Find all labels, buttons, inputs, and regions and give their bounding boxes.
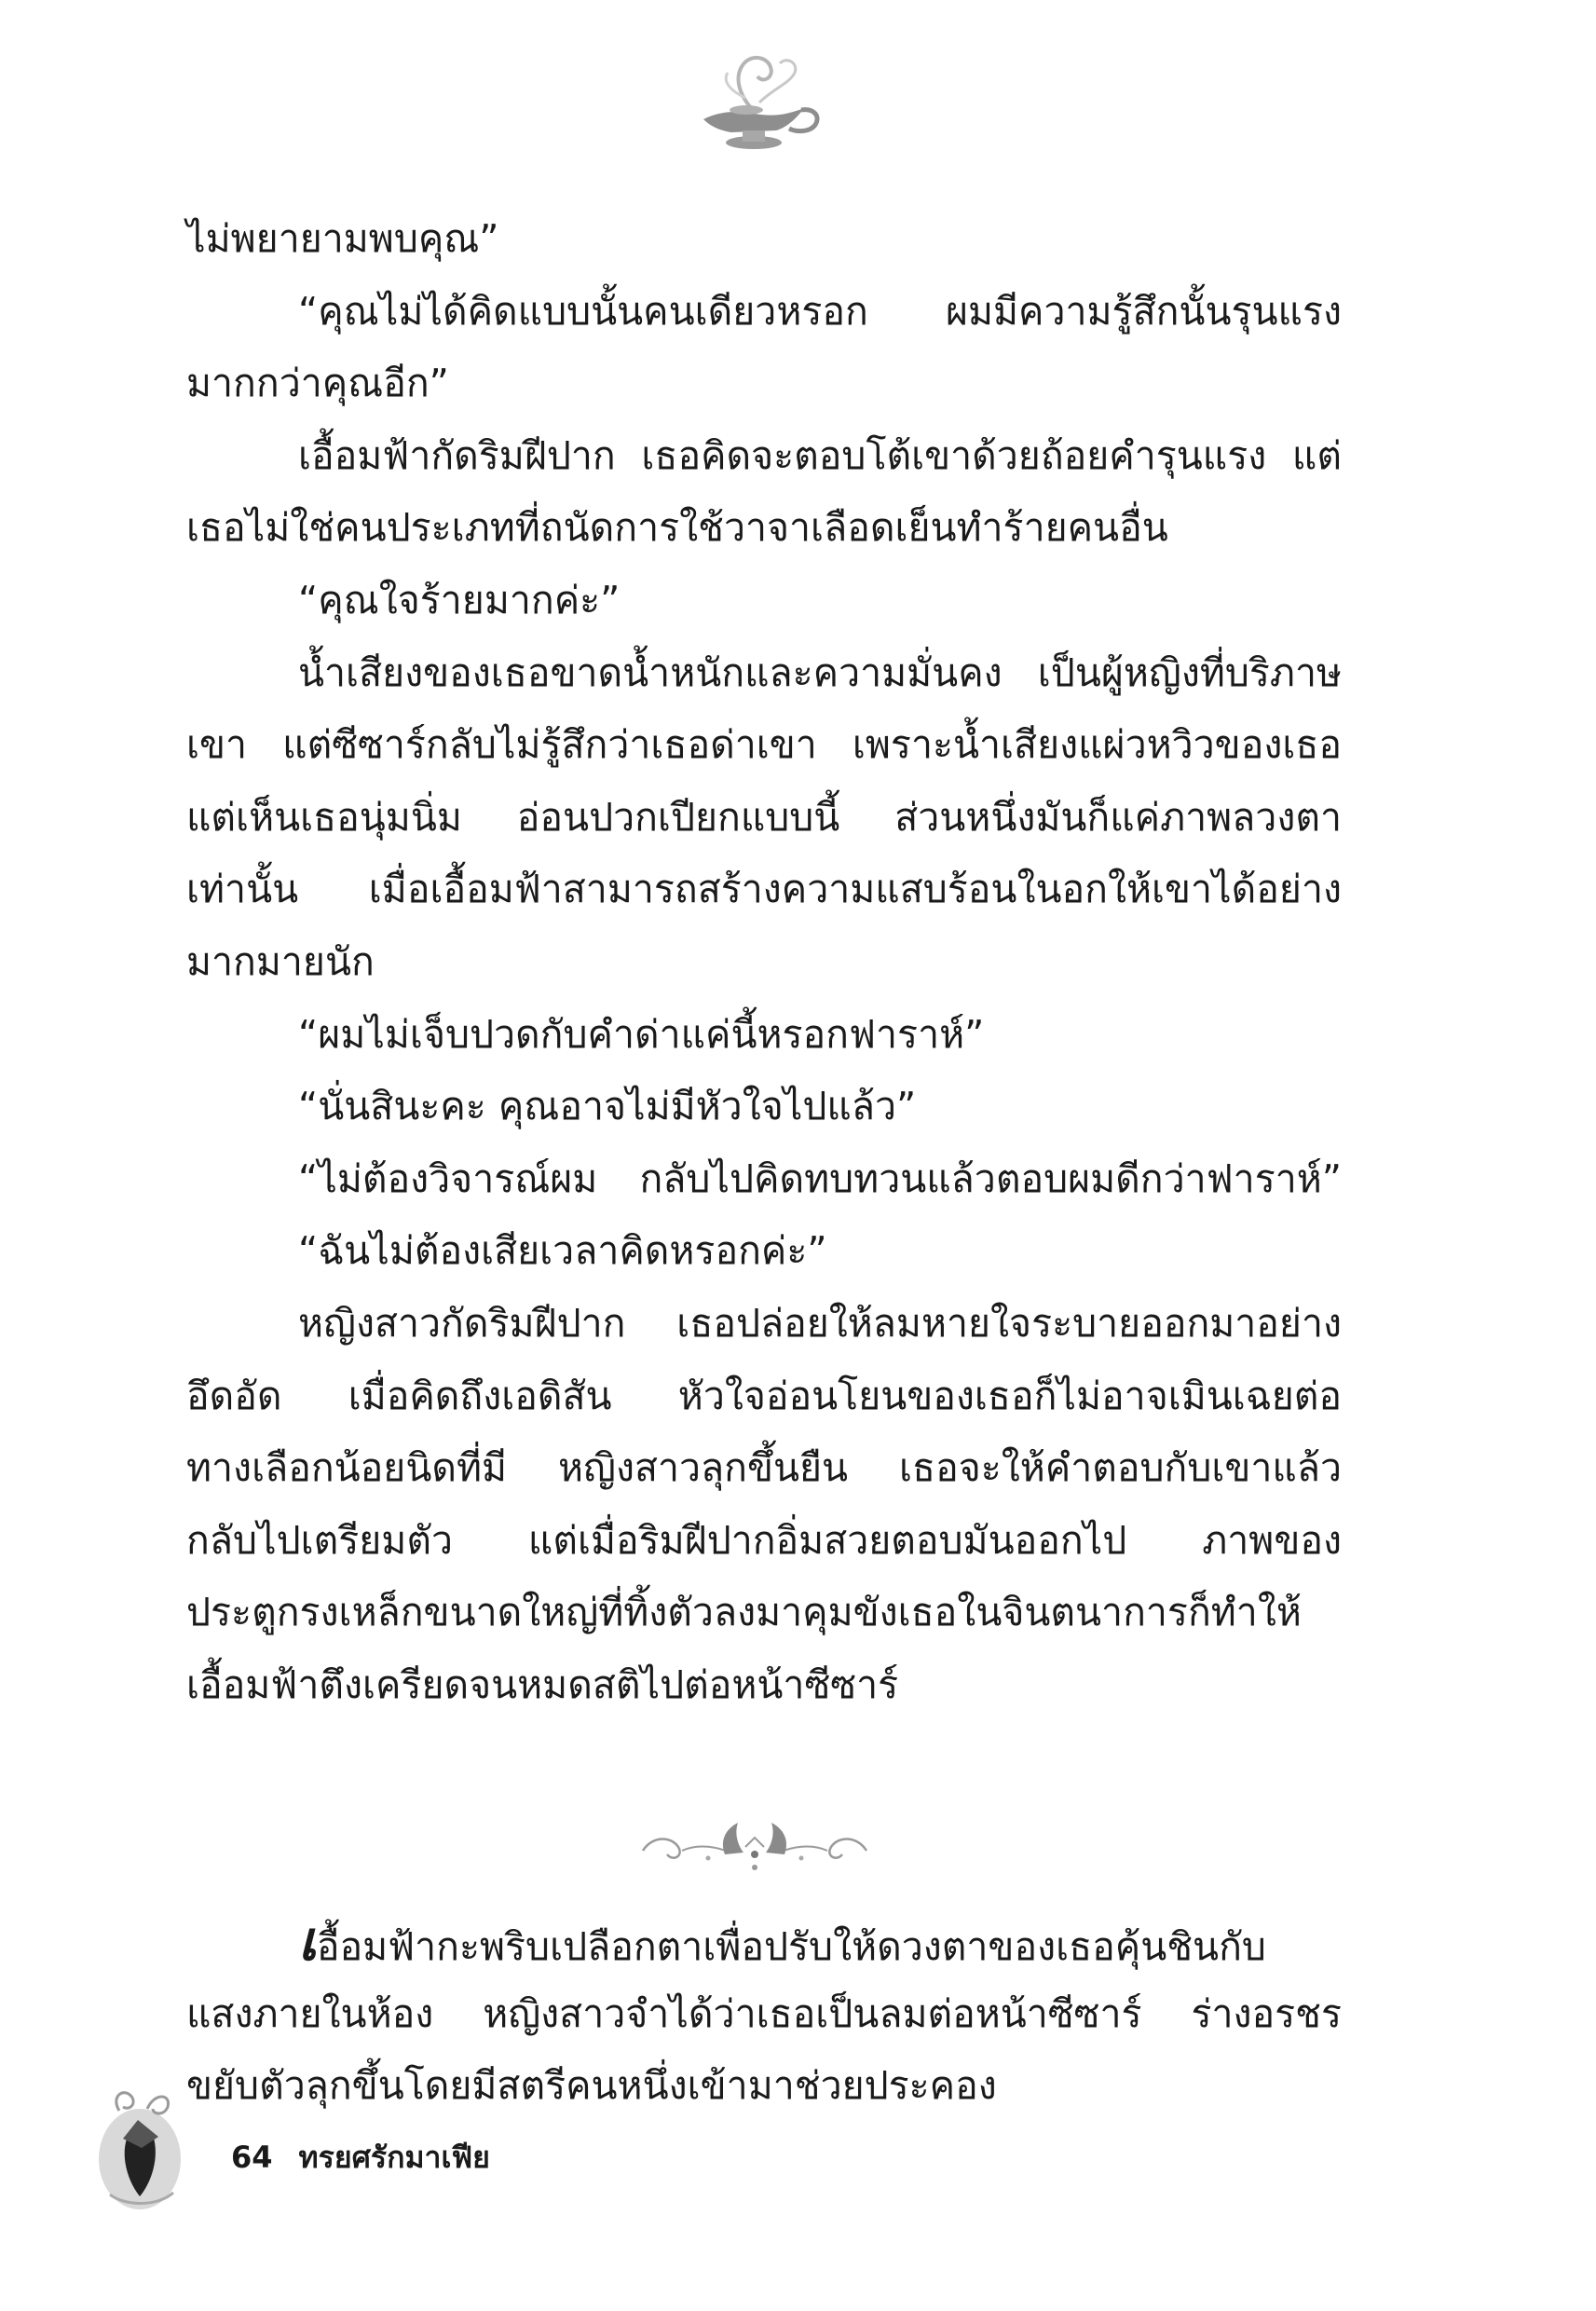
paragraph-line: กลับไปเตรียมตัว แต่เมื่อริมฝีปากอิ่มสวยตอบมันออกไป ภาพของ	[186, 1517, 1342, 1563]
paragraph-line-text: อื้อมฟ้ากะพริบเปลือกตาเพื่อปรับให้ดวงตาของเธอคุ้นชินกับ	[316, 1924, 1266, 1969]
paragraph-line: เอื้อมฟ้าตึงเครียดจนหมดสติไปต่อหน้าซีซาร์	[186, 1661, 899, 1707]
paragraph-line: เธอไม่ใช่คนประเภทที่ถนัดการใช้วาจาเลือดเย็นทำร้ายคนอื่น	[186, 505, 1168, 551]
paragraph-line: มากมายนัก	[186, 938, 375, 984]
paragraph-line: เท่านั้น เมื่อเอื้อมฟ้าสามารถสร้างความแสบร้อนในอกให้เขาได้อย่าง	[186, 867, 1342, 912]
paragraph-line: “ผมไม่เจ็บปวดกับคำด่าแค่นี้หรอกฟาราห์”	[298, 1011, 985, 1057]
paragraph-line: ไม่พยายามพบคุณ”	[186, 216, 499, 261]
paragraph-line: “คุณใจร้ายมากค่ะ”	[298, 577, 621, 622]
paragraph-line: “นั่นสินะคะ คุณอาจไม่มีหัวใจไปแล้ว”	[298, 1084, 917, 1129]
paragraph-line: เขา แต่ซีซาร์กลับไม่รู้สึกว่าเธอด่าเขา เพราะน้ำเสียงแผ่วหวิวของเธอ	[186, 722, 1342, 768]
page-number: 64	[231, 2140, 273, 2175]
section-divider-ornament-icon	[634, 1815, 876, 1880]
page-footer	[231, 2134, 490, 2181]
paragraph-line: เอื้อมฟ้ากัดริมฝีปาก เธอคิดจะตอบโต้เขาด้วยถ้อยคำรุนแรง แต่	[298, 432, 1342, 478]
paragraph-line: ทางเลือกน้อยนิดที่มี หญิงสาวลุกขึ้นยืน เธอจะให้คำตอบกับเขาแล้ว	[186, 1445, 1342, 1491]
paragraph-line: แสงภายในห้อง หญิงสาวจำได้ว่าเธอเป็นลมต่อหน้าซีซาร์ ร่างอรชร	[186, 1990, 1342, 2036]
paragraph-line: “ไม่ต้องวิจารณ์ผม กลับไปคิดทบทวนแล้วตอบผมดีกว่าฟาราห์”	[298, 1156, 1342, 1201]
paragraph-line: แต่เห็นเธอนุ่มนิ่ม อ่อนปวกเปียกแบบนี้ ส่วนหนึ่งมันก็แค่ภาพลวงตา	[186, 794, 1342, 840]
book-title: ทรยศรักมาเฟีย	[298, 2140, 490, 2175]
paragraph-line: “ฉันไม่ต้องเสียเวลาคิดหรอกค่ะ”	[298, 1228, 827, 1274]
ribbon-bow-ornament-icon	[82, 2083, 194, 2222]
text-body-section-2	[186, 1906, 1342, 2123]
paragraph-line: อึดอัด เมื่อคิดถึงเอดิสัน หัวใจอ่อนโยนของเธอก็ไม่อาจเมินเฉยต่อ	[186, 1373, 1342, 1418]
paragraph-line: ประตูกรงเหล็กขนาดใหญ่ที่ทิ้งตัวลงมาคุมขังเธอในจินตนาการก็ทำให้	[186, 1590, 1302, 1635]
magic-lamp-ornament-icon	[685, 47, 825, 168]
paragraph-line: หญิงสาวกัดริมฝีปาก เธอปล่อยให้ลมหายใจระบายออกมาอย่าง	[298, 1300, 1342, 1346]
paragraph-line: มากกว่าคุณอีก”	[186, 361, 449, 406]
paragraph-line: น้ำเสียงของเธอขาดน้ำหนักและความมั่นคง เป็นผู้หญิงที่บริภาษ	[298, 650, 1342, 695]
paragraph-line: “คุณไม่ได้คิดแบบนั้นคนเดียวหรอก ผมมีความรู้สึกนั้นรุนแรง	[298, 288, 1342, 334]
paragraph-line: ขยับตัวลุกขึ้นโดยมีสตรีคนหนึ่งเข้ามาช่วยประคอง	[186, 2063, 997, 2109]
paragraph-line	[186, 1906, 1342, 1978]
drop-cap: เ	[298, 1909, 317, 1973]
text-body	[186, 203, 1342, 1721]
